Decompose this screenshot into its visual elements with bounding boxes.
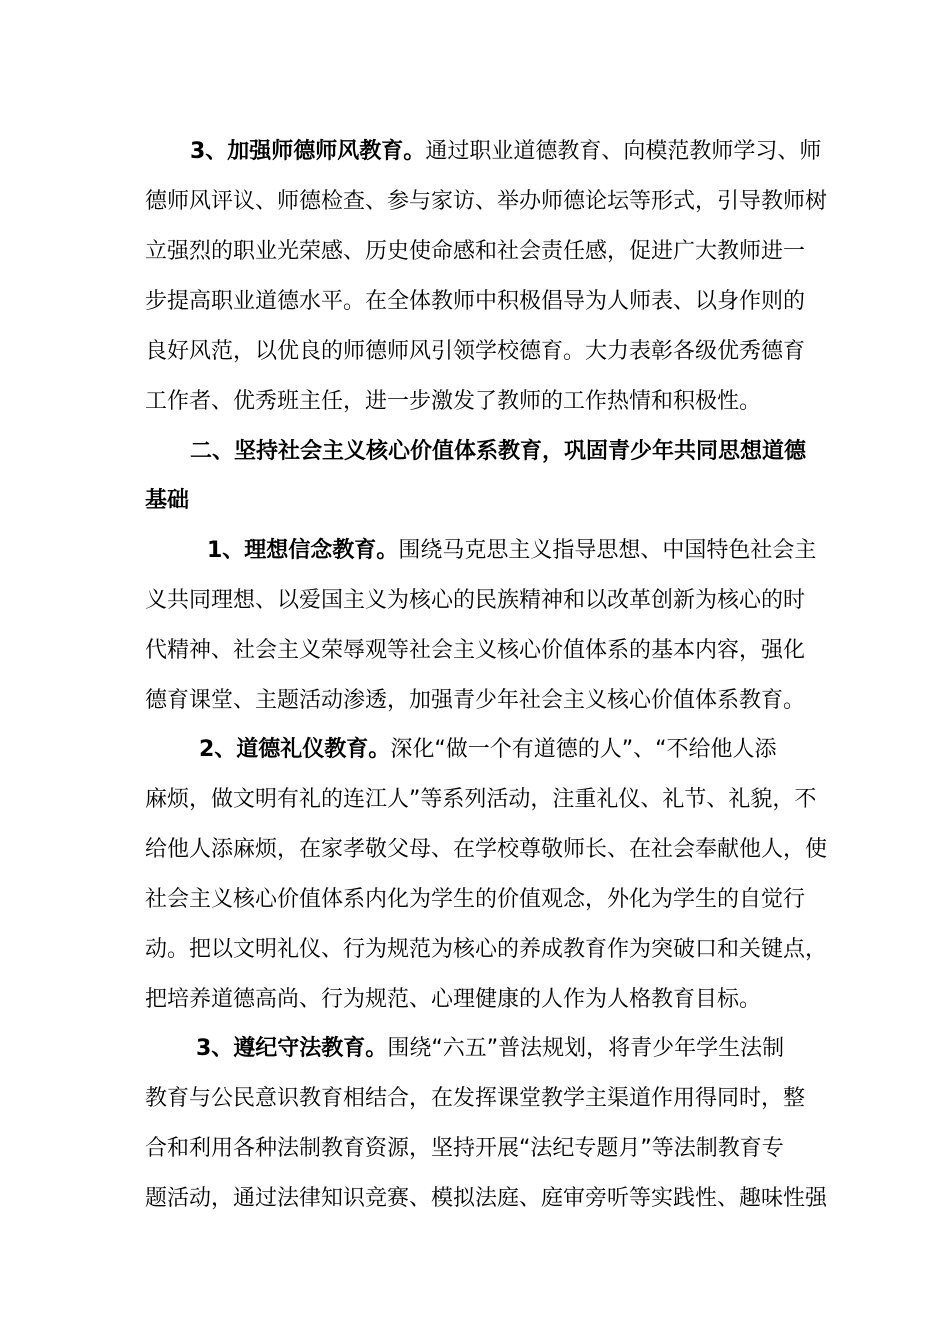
paragraph-1-line-5: 良好风范，以优良的师德师风引领学校德育。大力表彰各级优秀德育 xyxy=(145,339,806,364)
paragraph-4-line-4: 题活动，通过法律知识竞赛、模拟法庭、庭审旁听等实践性、趣味性强 xyxy=(145,1186,828,1211)
paragraph-1-lead: 3、加强师德师风教育。 xyxy=(190,139,426,164)
paragraph-1-line-2: 德师风评议、师德检查、参与家访、举办师德论坛等形式，引导教师树 xyxy=(145,189,828,214)
paragraph-4-lead: 3、遵纪守法教育。 xyxy=(196,1036,388,1061)
paragraph-3-line-2: 麻烦，做文明有礼的连江人”等系列活动，注重礼仪、礼节、礼貌，不 xyxy=(145,787,817,812)
paragraph-3-line-3: 给他人添麻烦，在家孝敬父母、在学校尊敬师长、在社会奉献他人，使 xyxy=(145,837,828,862)
paragraph-1-text: 通过职业道德教育、向模范教师学习、师 xyxy=(425,139,822,164)
paragraph-1-line-4: 步提高职业道德水平。在全体教师中积极倡导为人师表、以身作则的 xyxy=(145,289,806,314)
paragraph-4-text: 围绕“六五”普法规划，将青少年学生法制 xyxy=(387,1036,785,1061)
section-heading-line-2: 基础 xyxy=(145,488,190,513)
paragraph-2-line-1 xyxy=(207,535,837,567)
paragraph-4-line-3: 合和利用各种法制教育资源，坚持开展“法纪专题月”等法制教育专 xyxy=(145,1136,784,1161)
paragraph-1-line-3: 立强烈的职业光荣感、历史使命感和社会责任感，促进广大教师进一 xyxy=(145,239,806,264)
paragraph-4-line-1 xyxy=(196,1033,836,1065)
paragraph-3-text: 深化“做一个有道德的人”、“不给他人添 xyxy=(390,737,777,762)
paragraph-3-line-5: 动。把以文明礼仪、行为规范为核心的养成教育作为突破口和关键点， xyxy=(145,937,828,962)
paragraph-3-lead: 2、道德礼仪教育。 xyxy=(199,737,391,762)
paragraph-3-line-1 xyxy=(199,734,839,766)
paragraph-2-lead: 1、理想信念教育。 xyxy=(207,538,399,563)
paragraph-3-line-4: 社会主义核心价值体系内化为学生的价值观念，外化为学生的自觉行 xyxy=(145,887,806,912)
paragraph-3-line-6: 把培养道德高尚、行为规范、心理健康的人作为人格教育目标。 xyxy=(145,987,762,1012)
paragraph-1-line-1 xyxy=(190,136,840,168)
paragraph-2-line-4: 德育课堂、主题活动渗透，加强青少年社会主义核心价值体系教育。 xyxy=(145,688,806,713)
section-heading-line-1: 二、坚持社会主义核心价值体系教育，巩固青少年共同思想道德 xyxy=(190,439,807,464)
paragraph-2-text: 围绕马克思主义指导思想、中国特色社会主 xyxy=(398,538,817,563)
paragraph-2-line-3: 代精神、社会主义荣辱观等社会主义核心价值体系的基本内容，强化 xyxy=(145,638,806,663)
paragraph-1-line-6: 工作者、优秀班主任，进一步激发了教师的工作热情和积极性。 xyxy=(145,389,762,414)
paragraph-4-line-2: 教育与公民意识教育相结合，在发挥课堂教学主渠道作用得同时，整 xyxy=(145,1086,806,1111)
paragraph-2-line-2: 义共同理想、以爱国主义为核心的民族精神和以改革创新为核心的时 xyxy=(145,588,806,613)
